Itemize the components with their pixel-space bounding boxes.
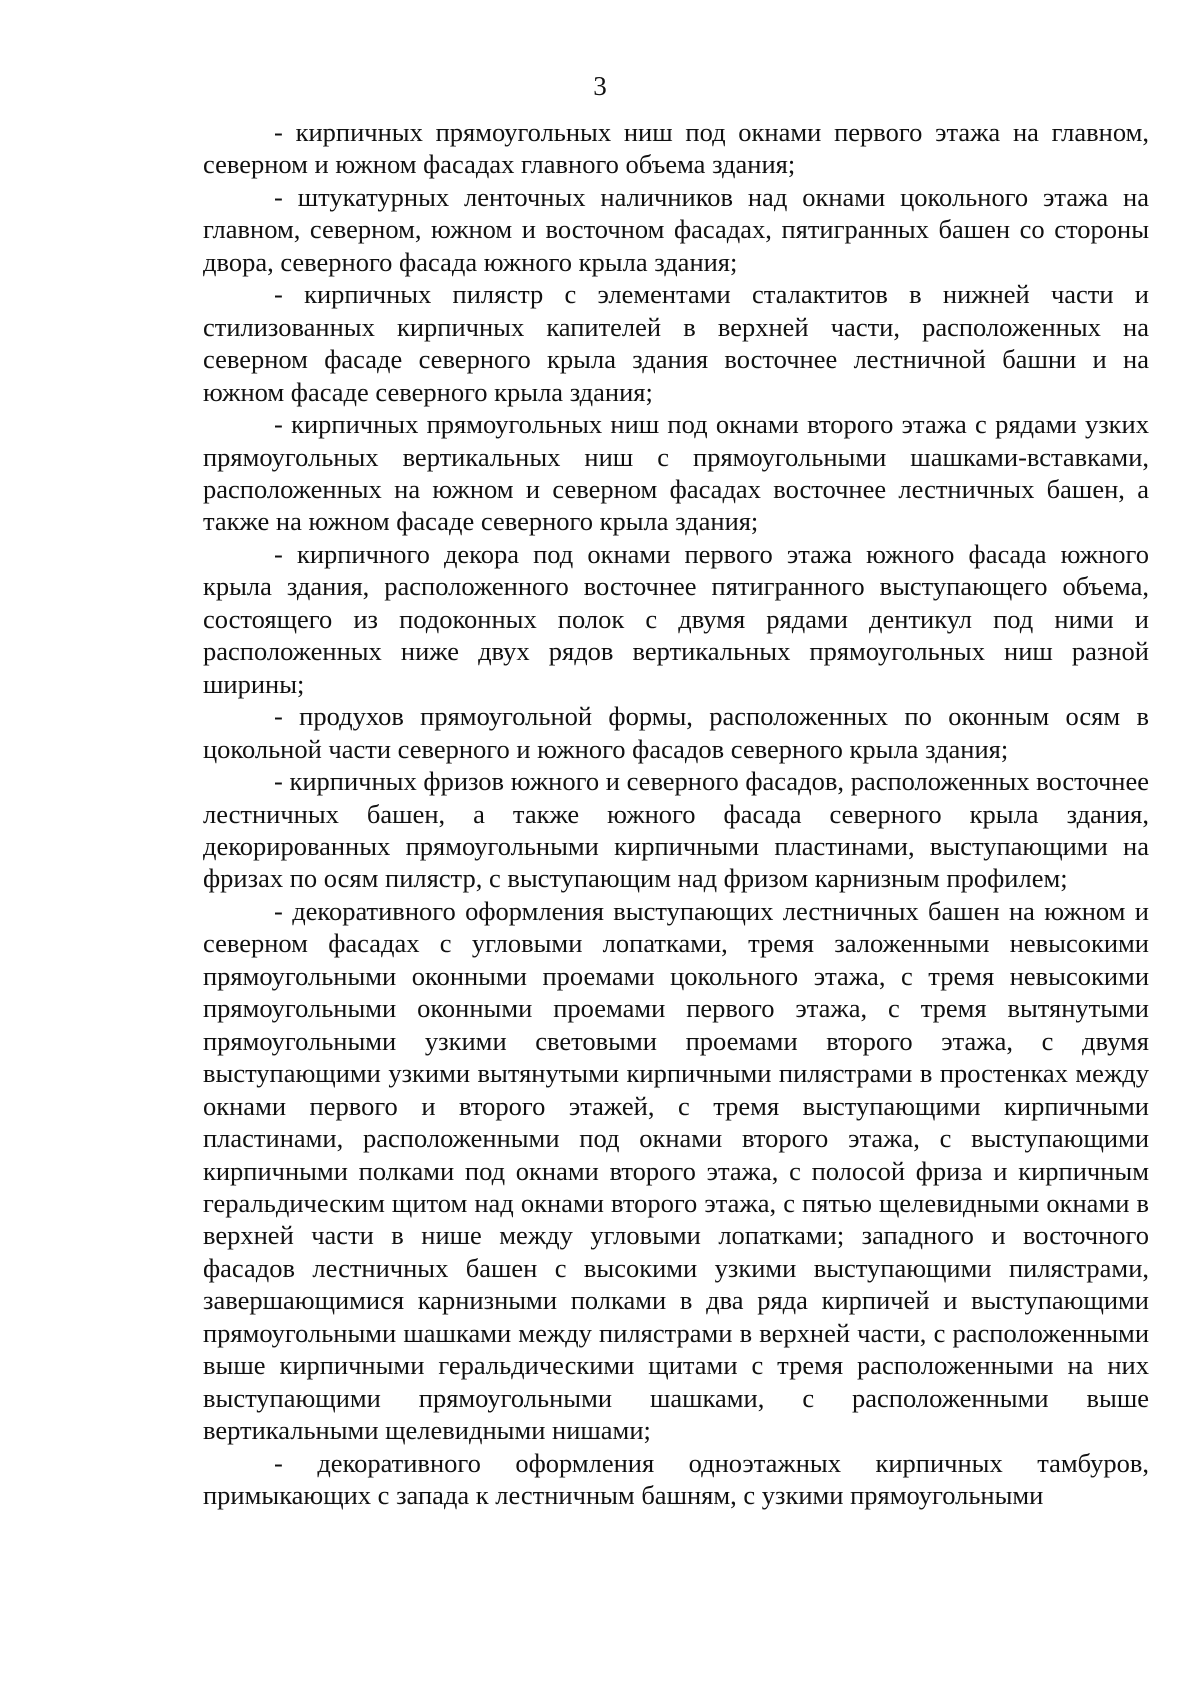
page-number: 3 [593,71,607,101]
paragraph-4: - кирпичных прямоугольных ниш под окнами второго этажа с рядами узких прямоугольных вертикальных ниш с прямоугольными шашками-вставками, расположенных на южном и северном фасадах восточнее лестничных башен, а также на южном фасаде северного крыла здания; [203,409,1149,537]
paragraph-1: - кирпичных прямоугольных ниш под окнами первого этажа на главном, северном и южном фасадах главного объема здания; [203,117,1149,180]
paragraph-7: - кирпичных фризов южного и северного фасадов, расположенных восточнее лестничных башен, а также южного фасада северного крыла здания, декорированных прямоугольными кирпичными пластинами, выступающими на фризах по осям пилястр, с выступающим над фризом карнизным профилем; [203,766,1149,894]
document-body [203,116,1149,1511]
paragraph-8: - декоративного оформления выступающих лестничных башен на южном и северном фасадах с угловыми лопатками, тремя заложенными невысокими прямоугольными оконными проемами цокольного этажа, с тремя невысокими прямоугольными оконными проемами первого этажа, с тремя вытянутыми прямоугольными узкими световыми проемами второго этажа, с двумя выступающими узкими вытянутыми кирпичными пилястрами в простенках между окнами первого и второго этажей, с тремя выступающими кирпичными пластинами, расположенными под окнами второго этажа, с выступающими кирпичными полками под окнами второго этажа, с полосой фриза и кирпичным геральдическим щитом над окнами второго этажа, с пятью щелевидными окнами в верхней части в нише между угловыми лопатками; западного и восточного фасадов лестничных башен с высокими узкими выступающими пилястрами, завершающимися карнизными полками в два ряда кирпичей и выступающими прямоугольными шашками между пилястрами в верхней части, с расположенными выше кирпичными геральдическими щитами с тремя расположенными на них выступающими прямоугольными шашками, с расположенными выше вертикальными щелевидными нишами; [203,895,1149,1446]
paragraph-3: - кирпичных пилястр с элементами сталактитов в нижней части и стилизованных кирпичных капителей в верхней части, расположенных на северном фасаде северного крыла здания восточнее лестничной башни и на южном фасаде северного крыла здания; [203,279,1149,407]
paragraph-2: - штукатурных ленточных наличников над окнами цокольного этажа на главном, северном, южном и восточном фасадах, пятигранных башен со стороны двора, северного фасада южного крыла здания; [203,181,1149,277]
paragraph-5: - кирпичного декора под окнами первого этажа южного фасада южного крыла здания, расположенного восточнее пятигранного выступающего объема, состоящего из подоконных полок с двумя рядами дентикул под ними и расположенных ниже двух рядов вертикальных прямоугольных ниш разной ширины; [203,538,1149,699]
paragraph-6: - продухов прямоугольной формы, расположенных по оконным осям в цокольной части северного и южного фасадов северного крыла здания; [203,701,1149,764]
paragraph-9: - декоративного оформления одноэтажных кирпичных тамбуров, примыкающих с запада к лестничным башням, с узкими прямоугольными [203,1447,1149,1511]
